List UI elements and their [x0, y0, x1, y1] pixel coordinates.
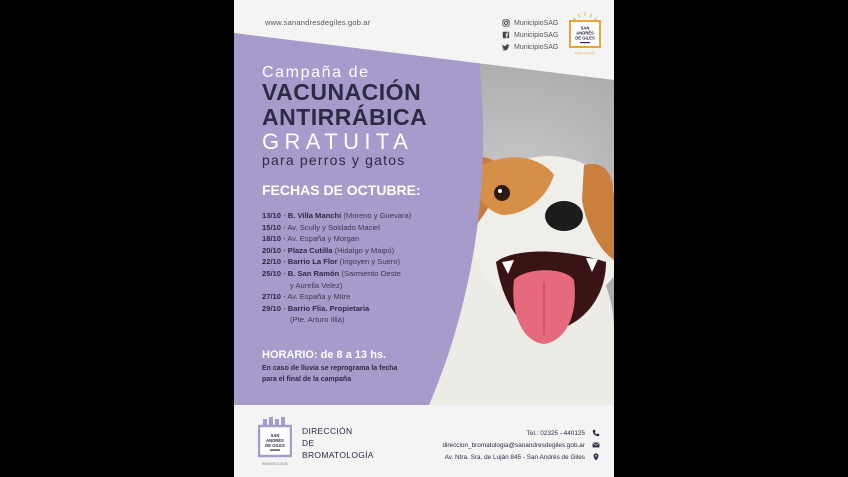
location-pin-icon — [592, 453, 600, 461]
title-antirrabica: ANTIRRÁBICA — [262, 104, 428, 130]
direction-title — [302, 425, 374, 461]
date-detail: Av. España y Mitre — [287, 292, 351, 302]
date-item: 25/10 - B. San Ramón (Sarmiento Oeste — [262, 268, 401, 278]
schedule: HORARIO: de 8 a 13 hs. — [262, 349, 387, 361]
date-item: 13/10 - B. Villa Manchi (Moreno y Guevara) — [262, 211, 412, 220]
date-place: B. San Ramón — [287, 268, 340, 278]
bromatologia-logo — [258, 416, 292, 468]
direction-line: DE — [302, 438, 315, 448]
email-text: direccion_bromatologia@sanandresdegiles.gob.ar — [442, 441, 585, 449]
date-detail: Av. Scully y Soldado Maciel — [287, 222, 380, 232]
date-value: 25/10 — [262, 268, 282, 278]
logo-text-2: ANDRÉS — [576, 30, 594, 36]
municipality-logo — [568, 11, 602, 57]
date-value: 18/10 — [262, 234, 282, 244]
direction-line: BROMATOLOGÍA — [302, 450, 374, 460]
social-links — [502, 17, 558, 53]
date-item: 22/10 - Barrio La Flor (Irigoyen y Suero) — [262, 257, 401, 267]
title-gratuita: GRATUITA — [262, 129, 414, 154]
date-value: 29/10 — [262, 303, 282, 313]
rain-notice: En caso de lluvia se reprograma la fecha para el final de la campaña — [262, 365, 398, 383]
address-text: Av. Ntra. Sra. de Luján 845 - San Andrés de Giles — [444, 453, 585, 461]
date-value: 13/10 — [262, 211, 282, 220]
poster — [234, 0, 614, 477]
social-handle: MunicipioSAG — [514, 31, 559, 39]
date-item: 29/10 - Barrio Flia. Propietaria — [262, 303, 370, 313]
logo-text-3: DE GILES — [575, 35, 595, 41]
date-item-continued — [262, 280, 462, 292]
social-twitter[interactable] — [502, 41, 558, 53]
direction-line: DIRECCIÓN — [302, 426, 353, 436]
date-value: 20/10 — [262, 245, 282, 255]
contact-info — [442, 427, 600, 463]
date-item: 18/10 - Av. España y Morgan — [262, 234, 360, 244]
title-campana: Campaña de — [262, 64, 370, 81]
logo-text-1: SAN — [580, 25, 590, 31]
facebook-icon — [502, 31, 510, 39]
date-detail: (Irigoyen y Suero) — [339, 257, 401, 267]
phone-text: Tel.: 02325 - 440125 — [526, 429, 585, 437]
date-detail: y Aurelia Velez) — [290, 280, 343, 290]
date-detail: (Moreno y Guevara) — [343, 211, 412, 220]
date-detail: Av. España y Morgan — [287, 234, 360, 244]
contact-phone[interactable] — [442, 427, 600, 439]
logo-text-3: DE GILES — [265, 443, 285, 448]
mail-icon — [592, 441, 600, 449]
logo-text-2: ANDRÉS — [266, 438, 284, 443]
contact-email[interactable] — [442, 439, 600, 451]
social-instagram[interactable] — [502, 17, 558, 29]
date-item: 15/10 - Av. Scully y Soldado Maciel — [262, 222, 380, 232]
date-place: Plaza Cutilla — [287, 245, 333, 255]
dates-list — [262, 210, 462, 326]
date-place: Barrio La Flor — [287, 257, 338, 267]
dates-heading: FECHAS DE OCTUBRE: — [262, 182, 421, 198]
date-value: 15/10 — [262, 222, 282, 232]
social-facebook[interactable] — [502, 29, 558, 41]
website-url[interactable]: www.sanandresdegiles.gob.ar — [265, 18, 371, 27]
contact-address[interactable] — [442, 451, 600, 463]
date-place: Barrio Flia. Propietaria — [287, 303, 370, 313]
logo-tagline: Elegís vivir acá — [574, 51, 596, 55]
twitter-icon — [502, 43, 510, 51]
date-detail: (Pte. Arturo Illia) — [290, 315, 345, 325]
date-item: 20/10 - Plaza Cutilla (Hidalgo y Maipú) — [262, 245, 395, 255]
date-item: 27/10 - Av. España y Mitre — [262, 292, 351, 302]
date-detail: (Sarmiento Oeste — [341, 268, 401, 278]
date-place: B. Villa Manchi — [287, 211, 342, 220]
date-item-continued — [262, 314, 462, 326]
date-value: 22/10 — [262, 257, 282, 267]
social-handle: MunicipioSAG — [514, 19, 559, 27]
logo-text-1: SAN — [270, 433, 280, 438]
instagram-icon — [502, 19, 510, 27]
footer — [234, 405, 614, 477]
date-detail: (Hidalgo y Maipú) — [334, 245, 395, 255]
date-value: 27/10 — [262, 292, 282, 302]
title-subtitle: para perros y gatos — [262, 152, 406, 168]
logo-caption: BROMATOLOGÍA — [262, 462, 288, 466]
title-vacunacion: VACUNACIÓN — [262, 79, 422, 105]
phone-icon — [592, 429, 600, 437]
social-handle: MunicipioSAG — [514, 43, 559, 51]
